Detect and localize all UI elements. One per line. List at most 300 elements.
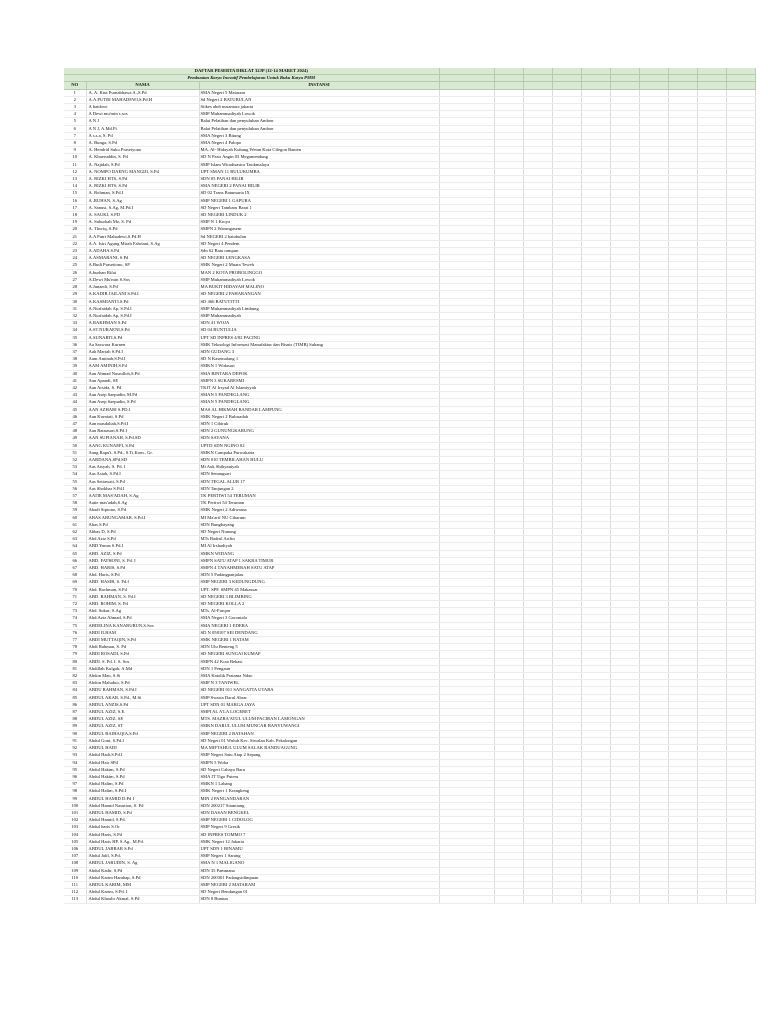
empty-cell [639, 680, 668, 687]
empty-cell [439, 147, 494, 154]
empty-cell [726, 204, 755, 211]
empty-cell [581, 428, 610, 435]
empty-cell [726, 665, 755, 672]
empty-cell [610, 154, 639, 161]
empty-cell [494, 745, 523, 752]
empty-cell [494, 543, 523, 550]
empty-cell [668, 147, 697, 154]
empty-cell [668, 161, 697, 168]
empty-cell [668, 881, 697, 888]
participant-name: ABDUL AZIZ, SE [86, 716, 199, 723]
empty-cell [581, 759, 610, 766]
empty-cell [726, 874, 755, 881]
row-number: 44 [64, 399, 86, 406]
empty-cell [523, 817, 552, 824]
empty-cell [697, 298, 726, 305]
empty-cell [639, 795, 668, 802]
title-row [64, 68, 755, 75]
empty-cell [552, 104, 581, 111]
empty-cell [697, 651, 726, 658]
institution-name: UPT SDN 01 MARGA JAYA [199, 701, 439, 708]
empty-cell [639, 284, 668, 291]
empty-cell [523, 831, 552, 838]
empty-cell [668, 795, 697, 802]
empty-cell [697, 637, 726, 644]
empty-cell [668, 637, 697, 644]
empty-cell [639, 471, 668, 478]
empty-cell [610, 233, 639, 240]
participant-name: Abdul Karim Harahap, S.Pd [86, 874, 199, 881]
participant-name: Aan Apandi, SE [86, 377, 199, 384]
empty-cell [639, 370, 668, 377]
row-number: 85 [64, 694, 86, 701]
row-number: 94 [64, 759, 86, 766]
empty-cell [552, 204, 581, 211]
empty-cell [610, 89, 639, 96]
table-row [64, 233, 755, 240]
empty-cell [552, 557, 581, 564]
row-number: 72 [64, 601, 86, 608]
participant-name: ABDUL KARIM, MM [86, 881, 199, 888]
empty-cell [668, 586, 697, 593]
empty-cell [610, 593, 639, 600]
empty-cell [697, 817, 726, 824]
row-number: 93 [64, 752, 86, 759]
empty-cell [523, 334, 552, 341]
empty-cell [494, 392, 523, 399]
empty-cell [639, 327, 668, 334]
empty-cell [668, 384, 697, 391]
empty-cell [552, 197, 581, 204]
empty-cell [697, 896, 726, 903]
empty-cell [639, 413, 668, 420]
empty-cell [668, 183, 697, 190]
empty-cell [697, 284, 726, 291]
empty-cell [523, 190, 552, 197]
row-number: 32 [64, 312, 86, 319]
empty-cell [581, 442, 610, 449]
empty-cell [668, 204, 697, 211]
participant-name: Abdul Jalil, S.Pd. [86, 853, 199, 860]
empty-cell [668, 752, 697, 759]
empty-cell [552, 248, 581, 255]
empty-cell [697, 104, 726, 111]
empty-cell [494, 334, 523, 341]
empty-cell [523, 651, 552, 658]
row-number: 92 [64, 745, 86, 752]
empty-cell [668, 781, 697, 788]
empty-cell [697, 824, 726, 831]
empty-cell [523, 586, 552, 593]
empty-cell [581, 190, 610, 197]
row-number: 30 [64, 298, 86, 305]
empty-cell [610, 500, 639, 507]
empty-cell [581, 327, 610, 334]
participant-name: A.Budi Prasetiono, SP [86, 262, 199, 269]
empty-cell [552, 737, 581, 744]
table-row [64, 615, 755, 622]
empty-cell [494, 680, 523, 687]
empty-cell [552, 341, 581, 348]
empty-cell [439, 874, 494, 881]
table-row [64, 658, 755, 665]
row-number: 22 [64, 240, 86, 247]
empty-cell [610, 687, 639, 694]
empty-cell [639, 132, 668, 139]
empty-cell [552, 370, 581, 377]
row-number: 62 [64, 529, 86, 536]
empty-cell [668, 435, 697, 442]
empty-cell [439, 644, 494, 651]
empty-cell [610, 176, 639, 183]
empty-cell [581, 212, 610, 219]
empty-cell [494, 845, 523, 852]
empty-cell [668, 701, 697, 708]
empty-cell [439, 723, 494, 730]
empty-cell [668, 543, 697, 550]
empty-cell [639, 384, 668, 391]
empty-cell [639, 896, 668, 903]
institution-name: SDN Bungbayang [199, 521, 439, 528]
empty-cell [552, 89, 581, 96]
empty-cell [439, 219, 494, 226]
participant-name: A. Thoriq, S.Pd [86, 226, 199, 233]
participant-name: Abdul Karim, S.Pd. I [86, 889, 199, 896]
empty-cell [581, 356, 610, 363]
empty-cell [639, 773, 668, 780]
empty-cell [552, 831, 581, 838]
empty-cell [668, 312, 697, 319]
empty-cell [697, 334, 726, 341]
empty-cell [610, 543, 639, 550]
institution-name: SD Negeri Bendungan 01 [199, 889, 439, 896]
empty-cell [639, 601, 668, 608]
participant-name: Abdul haris S.Or [86, 824, 199, 831]
empty-cell [494, 579, 523, 586]
empty-cell [552, 507, 581, 514]
institution-name: SMP NEGERI 2 MATARAM [199, 881, 439, 888]
empty-cell [552, 363, 581, 370]
empty-cell [668, 824, 697, 831]
empty-cell [552, 579, 581, 586]
empty-cell [639, 312, 668, 319]
empty-cell [610, 673, 639, 680]
empty-cell [523, 673, 552, 680]
empty-cell [439, 132, 494, 139]
institution-name: SD NEGERI 011 SANGATTA UTARA [199, 687, 439, 694]
empty-cell [610, 802, 639, 809]
empty-cell [726, 132, 755, 139]
institution-name: SMKN 1 Widasari [199, 363, 439, 370]
table-row [64, 399, 755, 406]
empty-cell [552, 565, 581, 572]
empty-cell [552, 500, 581, 507]
empty-cell [494, 298, 523, 305]
row-number: 107 [64, 853, 86, 860]
empty-cell [523, 680, 552, 687]
empty-cell [439, 341, 494, 348]
empty-cell [697, 521, 726, 528]
empty-cell [610, 644, 639, 651]
empty-cell [668, 478, 697, 485]
empty-cell [494, 694, 523, 701]
empty-cell [668, 96, 697, 103]
empty-cell [697, 132, 726, 139]
empty-cell [726, 183, 755, 190]
empty-cell [494, 406, 523, 413]
empty-cell [439, 269, 494, 276]
table-row [64, 745, 755, 752]
empty-cell [581, 399, 610, 406]
empty-cell [668, 420, 697, 427]
empty-cell [494, 781, 523, 788]
empty-cell [439, 831, 494, 838]
empty-cell [494, 860, 523, 867]
empty-cell [726, 817, 755, 824]
table-row [64, 471, 755, 478]
empty-cell [439, 838, 494, 845]
empty-cell [610, 291, 639, 298]
empty-cell [439, 788, 494, 795]
empty-cell [726, 723, 755, 730]
empty-cell [610, 889, 639, 896]
empty-cell [581, 125, 610, 132]
empty-cell [581, 644, 610, 651]
participant-name: Aas Shokhar S.Pd.I [86, 485, 199, 492]
empty-cell [494, 147, 523, 154]
row-number: 74 [64, 615, 86, 622]
empty-cell [523, 802, 552, 809]
empty-cell [439, 521, 494, 528]
empty-cell [581, 665, 610, 672]
row-number: 100 [64, 802, 86, 809]
participant-name: Aan Ratnasari,S.Pd.I [86, 428, 199, 435]
empty-cell [494, 492, 523, 499]
empty-cell [494, 644, 523, 651]
empty-cell [552, 601, 581, 608]
empty-cell [668, 651, 697, 658]
empty-cell [523, 737, 552, 744]
empty-cell [581, 529, 610, 536]
participant-name: A.burhan Rifai [86, 269, 199, 276]
empty-cell [726, 586, 755, 593]
empty-cell [494, 766, 523, 773]
empty-cell [523, 161, 552, 168]
institution-name: SD INPRES TOMMO 7 [199, 831, 439, 838]
empty-cell [668, 269, 697, 276]
empty-cell [639, 435, 668, 442]
empty-cell [610, 514, 639, 521]
table-row [64, 543, 755, 550]
row-number: 69 [64, 579, 86, 586]
empty-cell [494, 471, 523, 478]
institution-name: Mi Auk Shihyaniyah [199, 464, 439, 471]
empty-cell [639, 276, 668, 283]
row-number: 34 [64, 327, 86, 334]
table-row [64, 154, 755, 161]
empty-cell [639, 889, 668, 896]
institution-name: SD Negeri Tambaru Barat 1 [199, 204, 439, 211]
empty-cell [697, 550, 726, 557]
empty-cell [523, 529, 552, 536]
empty-cell [668, 831, 697, 838]
empty-cell [610, 204, 639, 211]
empty-cell [668, 176, 697, 183]
empty-cell [523, 140, 552, 147]
table-row [64, 428, 755, 435]
institution-name: Sd Negeri 2 BATUBULAN [199, 96, 439, 103]
empty-cell [610, 384, 639, 391]
empty-cell [697, 608, 726, 615]
empty-cell [668, 845, 697, 852]
empty-cell [581, 550, 610, 557]
empty-cell [697, 204, 726, 211]
row-number: 38 [64, 356, 86, 363]
empty-cell [494, 284, 523, 291]
institution-name: SD NEGERI LINDUK 2 [199, 212, 439, 219]
participant-name: ABD Yunus S.Pd.I [86, 543, 199, 550]
empty-cell [668, 809, 697, 816]
row-number: 61 [64, 521, 86, 528]
empty-cell [494, 168, 523, 175]
empty-cell [697, 212, 726, 219]
empty-cell [726, 644, 755, 651]
empty-cell [668, 773, 697, 780]
empty-cell [581, 572, 610, 579]
empty-cell [552, 183, 581, 190]
empty-cell [494, 291, 523, 298]
empty-cell [697, 723, 726, 730]
empty-cell [726, 161, 755, 168]
empty-cell [668, 154, 697, 161]
participant-name: Aan Asep Saepudin, M.Pd [86, 392, 199, 399]
institution-name: MA. Al- Hidayah Kubang Wetan Kota Cilegon Banten [199, 147, 439, 154]
empty-cell [610, 183, 639, 190]
empty-cell [494, 752, 523, 759]
empty-cell [726, 572, 755, 579]
empty-cell [639, 550, 668, 557]
empty-cell [697, 197, 726, 204]
empty-cell [552, 399, 581, 406]
institution-name: SD Negeri 4 Pendem [199, 240, 439, 247]
empty-cell [726, 392, 755, 399]
empty-cell [697, 716, 726, 723]
empty-cell [494, 773, 523, 780]
empty-cell [523, 176, 552, 183]
row-number: 50 [64, 442, 86, 449]
empty-cell [697, 356, 726, 363]
empty-cell [639, 644, 668, 651]
empty-cell [697, 773, 726, 780]
empty-cell [552, 795, 581, 802]
empty-cell [610, 737, 639, 744]
table-row [64, 601, 755, 608]
table-row [64, 608, 755, 615]
empty-cell [610, 867, 639, 874]
empty-cell [726, 629, 755, 636]
empty-cell [726, 233, 755, 240]
empty-cell [610, 370, 639, 377]
table-row [64, 478, 755, 485]
empty-cell [726, 356, 755, 363]
empty-cell [668, 867, 697, 874]
empty-cell [523, 752, 552, 759]
empty-cell [552, 125, 581, 132]
institution-name: SDN DASAN BENGKEL [199, 809, 439, 816]
empty-cell [639, 348, 668, 355]
row-number: 91 [64, 737, 86, 744]
empty-cell [552, 845, 581, 852]
empty-cell [726, 550, 755, 557]
table-row [64, 788, 755, 795]
row-number: 99 [64, 795, 86, 802]
institution-name: UPT SDN 1 BINAMU [199, 845, 439, 852]
empty-cell [726, 680, 755, 687]
empty-cell [581, 773, 610, 780]
empty-cell [523, 255, 552, 262]
empty-cell [639, 197, 668, 204]
empty-cell [439, 435, 494, 442]
institution-name: SD 02 Trans Batumarta IX [199, 190, 439, 197]
empty-cell [639, 831, 668, 838]
empty-cell [523, 543, 552, 550]
empty-cell [639, 817, 668, 824]
empty-cell [494, 565, 523, 572]
empty-cell [581, 320, 610, 327]
empty-cell [523, 485, 552, 492]
empty-cell [494, 363, 523, 370]
empty-cell [523, 392, 552, 399]
empty-cell [697, 248, 726, 255]
empty-cell [494, 867, 523, 874]
empty-cell [581, 615, 610, 622]
empty-cell [610, 831, 639, 838]
empty-cell [494, 651, 523, 658]
empty-cell [610, 824, 639, 831]
empty-cell [726, 593, 755, 600]
empty-cell [668, 723, 697, 730]
participant-name: A baidowi [86, 104, 199, 111]
empty-cell [726, 298, 755, 305]
empty-cell [697, 579, 726, 586]
empty-cell [581, 291, 610, 298]
empty-cell [610, 420, 639, 427]
institution-name: Sd NEGERI 2 batubulan [199, 233, 439, 240]
row-number: 67 [64, 565, 86, 572]
table-row [64, 255, 755, 262]
empty-cell [726, 687, 755, 694]
empty-cell [523, 428, 552, 435]
institution-name: SMP Negeri 9 Gresik [199, 824, 439, 831]
institution-name: Sdn 62 Batu rampun [199, 248, 439, 255]
empty-cell [523, 809, 552, 816]
empty-cell [581, 492, 610, 499]
row-number: 37 [64, 348, 86, 355]
empty-cell [581, 543, 610, 550]
empty-cell [610, 226, 639, 233]
empty-cell [494, 442, 523, 449]
empty-cell [639, 399, 668, 406]
empty-cell [552, 673, 581, 680]
empty-cell [668, 788, 697, 795]
empty-cell [726, 413, 755, 420]
empty-cell [523, 356, 552, 363]
empty-cell [439, 154, 494, 161]
row-number: 77 [64, 637, 86, 644]
empty-cell [639, 608, 668, 615]
table-row [64, 550, 755, 557]
empty-cell [439, 262, 494, 269]
